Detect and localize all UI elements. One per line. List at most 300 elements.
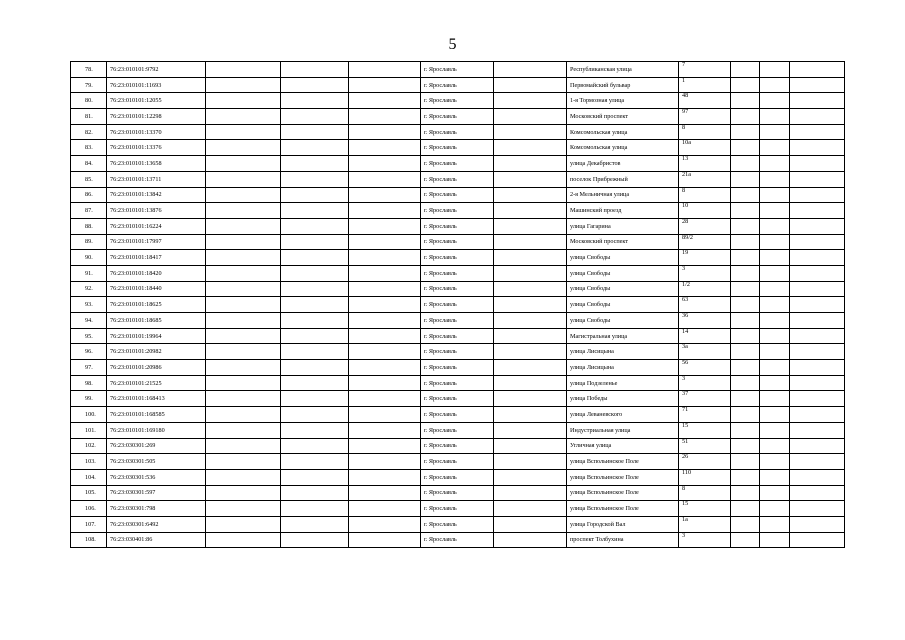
- empty-cell: [349, 281, 421, 297]
- cadastral-number: 76:23:030301:798: [107, 501, 206, 517]
- empty-cell: [349, 140, 421, 156]
- street: улица Свободы: [567, 313, 679, 329]
- row-number: 94.: [71, 313, 107, 329]
- empty-cell: [281, 485, 349, 501]
- table-row: [71, 77, 845, 93]
- row-number: 106.: [71, 501, 107, 517]
- empty-cell: [206, 407, 281, 423]
- empty-cell: [494, 375, 567, 391]
- empty-cell: [494, 124, 567, 140]
- empty-cell: [494, 77, 567, 93]
- empty-cell: [731, 62, 760, 78]
- row-number: 104.: [71, 469, 107, 485]
- empty-cell: [281, 187, 349, 203]
- empty-cell: [731, 297, 760, 313]
- cadastral-number: 76:23:010101:13711: [107, 171, 206, 187]
- empty-cell: [281, 265, 349, 281]
- empty-cell: [731, 485, 760, 501]
- empty-cell: [760, 187, 790, 203]
- empty-cell: [206, 438, 281, 454]
- empty-cell: [790, 313, 845, 329]
- row-number: 86.: [71, 187, 107, 203]
- empty-cell: [494, 297, 567, 313]
- table-row: [71, 469, 845, 485]
- empty-cell: [760, 109, 790, 125]
- table-row: [71, 391, 845, 407]
- street: Республиканская улица: [567, 62, 679, 78]
- city: г. Ярославль: [421, 77, 494, 93]
- cadastral-number: 76:23:010101:168585: [107, 407, 206, 423]
- house-number: 37: [679, 391, 731, 407]
- empty-cell: [281, 344, 349, 360]
- empty-cell: [206, 360, 281, 376]
- cadastral-number: 76:23:030301:505: [107, 454, 206, 470]
- row-number: 105.: [71, 485, 107, 501]
- table-row: [71, 532, 845, 548]
- row-number: 81.: [71, 109, 107, 125]
- empty-cell: [206, 234, 281, 250]
- empty-cell: [790, 438, 845, 454]
- row-number: 108.: [71, 532, 107, 548]
- table-row: [71, 140, 845, 156]
- table-row: [71, 62, 845, 78]
- empty-cell: [760, 140, 790, 156]
- property-registry-table: [70, 61, 845, 548]
- table-row: [71, 218, 845, 234]
- empty-cell: [790, 203, 845, 219]
- city: г. Ярославль: [421, 438, 494, 454]
- row-number: 92.: [71, 281, 107, 297]
- street: поселок Прибрежный: [567, 171, 679, 187]
- empty-cell: [790, 187, 845, 203]
- empty-cell: [790, 250, 845, 266]
- city: г. Ярославль: [421, 218, 494, 234]
- cadastral-number: 76:23:010101:11693: [107, 77, 206, 93]
- table-row: [71, 407, 845, 423]
- street: 2-я Мельничная улица: [567, 187, 679, 203]
- house-number: 97: [679, 109, 731, 125]
- empty-cell: [206, 203, 281, 219]
- row-number: 87.: [71, 203, 107, 219]
- empty-cell: [349, 438, 421, 454]
- house-number: 8: [679, 124, 731, 140]
- empty-cell: [760, 203, 790, 219]
- empty-cell: [731, 281, 760, 297]
- row-number: 89.: [71, 234, 107, 250]
- city: г. Ярославль: [421, 454, 494, 470]
- empty-cell: [281, 124, 349, 140]
- table-row: [71, 375, 845, 391]
- empty-cell: [206, 313, 281, 329]
- empty-cell: [494, 109, 567, 125]
- cadastral-number: 76:23:010101:13842: [107, 187, 206, 203]
- empty-cell: [790, 391, 845, 407]
- house-number: 14: [679, 328, 731, 344]
- city: г. Ярославль: [421, 407, 494, 423]
- empty-cell: [731, 156, 760, 172]
- table-row: [71, 501, 845, 517]
- street: улица Вспольинское Поле: [567, 485, 679, 501]
- empty-cell: [731, 218, 760, 234]
- empty-cell: [760, 407, 790, 423]
- empty-cell: [206, 501, 281, 517]
- empty-cell: [349, 454, 421, 470]
- row-number: 79.: [71, 77, 107, 93]
- empty-cell: [790, 93, 845, 109]
- empty-cell: [281, 469, 349, 485]
- empty-cell: [349, 93, 421, 109]
- street: улица Свободы: [567, 265, 679, 281]
- house-number: 3: [679, 265, 731, 281]
- cadastral-number: 76:23:010101:12298: [107, 109, 206, 125]
- empty-cell: [349, 516, 421, 532]
- empty-cell: [731, 391, 760, 407]
- table-row: [71, 171, 845, 187]
- cadastral-number: 76:23:030401:86: [107, 532, 206, 548]
- table-row: [71, 454, 845, 470]
- city: г. Ярославль: [421, 124, 494, 140]
- cadastral-number: 76:23:010101:17997: [107, 234, 206, 250]
- empty-cell: [494, 156, 567, 172]
- city: г. Ярославль: [421, 532, 494, 548]
- cadastral-number: 76:23:010101:18625: [107, 297, 206, 313]
- table-row: [71, 516, 845, 532]
- empty-cell: [731, 454, 760, 470]
- empty-cell: [349, 203, 421, 219]
- table-row: [71, 250, 845, 266]
- table-row: [71, 328, 845, 344]
- cadastral-number: 76:23:010101:9792: [107, 62, 206, 78]
- empty-cell: [760, 375, 790, 391]
- street: улица Вспольинское Поле: [567, 454, 679, 470]
- empty-cell: [760, 532, 790, 548]
- row-number: 102.: [71, 438, 107, 454]
- empty-cell: [281, 281, 349, 297]
- empty-cell: [206, 250, 281, 266]
- empty-cell: [760, 218, 790, 234]
- empty-cell: [731, 407, 760, 423]
- empty-cell: [349, 62, 421, 78]
- table-row: [71, 281, 845, 297]
- empty-cell: [731, 438, 760, 454]
- empty-cell: [790, 156, 845, 172]
- city: г. Ярославль: [421, 360, 494, 376]
- city: г. Ярославль: [421, 62, 494, 78]
- empty-cell: [281, 62, 349, 78]
- empty-cell: [494, 422, 567, 438]
- empty-cell: [206, 265, 281, 281]
- empty-cell: [281, 109, 349, 125]
- row-number: 82.: [71, 124, 107, 140]
- row-number: 101.: [71, 422, 107, 438]
- empty-cell: [731, 171, 760, 187]
- table-row: [71, 109, 845, 125]
- empty-cell: [790, 297, 845, 313]
- empty-cell: [281, 454, 349, 470]
- cadastral-number: 76:23:010101:12055: [107, 93, 206, 109]
- city: г. Ярославль: [421, 375, 494, 391]
- cadastral-number: 76:23:010101:18440: [107, 281, 206, 297]
- empty-cell: [494, 234, 567, 250]
- empty-cell: [206, 218, 281, 234]
- empty-cell: [494, 516, 567, 532]
- empty-cell: [349, 218, 421, 234]
- house-number: 26: [679, 454, 731, 470]
- house-number: 19: [679, 250, 731, 266]
- empty-cell: [760, 124, 790, 140]
- empty-cell: [731, 328, 760, 344]
- street: улица Лисицына: [567, 344, 679, 360]
- house-number: 1: [679, 77, 731, 93]
- empty-cell: [206, 93, 281, 109]
- empty-cell: [281, 203, 349, 219]
- row-number: 80.: [71, 93, 107, 109]
- row-number: 85.: [71, 171, 107, 187]
- empty-cell: [494, 218, 567, 234]
- empty-cell: [349, 109, 421, 125]
- street: проспект Толбухина: [567, 532, 679, 548]
- cadastral-number: 76:23:010101:16224: [107, 218, 206, 234]
- page-number: 5: [448, 36, 457, 53]
- empty-cell: [349, 234, 421, 250]
- cadastral-number: 76:23:010101:21525: [107, 375, 206, 391]
- empty-cell: [731, 344, 760, 360]
- empty-cell: [206, 344, 281, 360]
- empty-cell: [790, 234, 845, 250]
- empty-cell: [494, 62, 567, 78]
- house-number: 51: [679, 438, 731, 454]
- empty-cell: [349, 501, 421, 517]
- cadastral-number: 76:23:030301:269: [107, 438, 206, 454]
- empty-cell: [731, 203, 760, 219]
- street: улица Свободы: [567, 250, 679, 266]
- empty-cell: [790, 218, 845, 234]
- street: улица Леваневского: [567, 407, 679, 423]
- empty-cell: [349, 360, 421, 376]
- cadastral-number: 76:23:010101:20982: [107, 344, 206, 360]
- empty-cell: [349, 124, 421, 140]
- street: Московский проспект: [567, 109, 679, 125]
- empty-cell: [349, 485, 421, 501]
- cadastral-number: 76:23:010101:13370: [107, 124, 206, 140]
- row-number: 90.: [71, 250, 107, 266]
- empty-cell: [731, 234, 760, 250]
- street: Угличная улица: [567, 438, 679, 454]
- empty-cell: [206, 485, 281, 501]
- table-row: [71, 360, 845, 376]
- empty-cell: [494, 360, 567, 376]
- house-number: 3: [679, 375, 731, 391]
- house-number: 71: [679, 407, 731, 423]
- table-row: [71, 438, 845, 454]
- city: г. Ярославль: [421, 171, 494, 187]
- house-number: 10: [679, 203, 731, 219]
- row-number: 103.: [71, 454, 107, 470]
- cadastral-number: 76:23:010101:19964: [107, 328, 206, 344]
- empty-cell: [494, 501, 567, 517]
- cadastral-number: 76:23:010101:20986: [107, 360, 206, 376]
- empty-cell: [206, 140, 281, 156]
- house-number: 48: [679, 93, 731, 109]
- street: улица Свободы: [567, 281, 679, 297]
- empty-cell: [281, 250, 349, 266]
- street: Комсомольская улица: [567, 140, 679, 156]
- empty-cell: [760, 234, 790, 250]
- street: 1-я Тормозная улица: [567, 93, 679, 109]
- city: г. Ярославль: [421, 391, 494, 407]
- empty-cell: [349, 344, 421, 360]
- city: г. Ярославль: [421, 140, 494, 156]
- empty-cell: [760, 438, 790, 454]
- empty-cell: [281, 313, 349, 329]
- row-number: 96.: [71, 344, 107, 360]
- city: г. Ярославль: [421, 93, 494, 109]
- house-number: 3: [679, 532, 731, 548]
- empty-cell: [349, 297, 421, 313]
- row-number: 97.: [71, 360, 107, 376]
- empty-cell: [206, 171, 281, 187]
- city: г. Ярославль: [421, 297, 494, 313]
- street: улица Подзеленье: [567, 375, 679, 391]
- table-row: [71, 187, 845, 203]
- empty-cell: [349, 375, 421, 391]
- empty-cell: [206, 62, 281, 78]
- empty-cell: [349, 156, 421, 172]
- empty-cell: [790, 265, 845, 281]
- table-row: [71, 344, 845, 360]
- cadastral-number: 76:23:010101:169180: [107, 422, 206, 438]
- street: Индустриальная улица: [567, 422, 679, 438]
- empty-cell: [206, 187, 281, 203]
- empty-cell: [206, 375, 281, 391]
- row-number: 84.: [71, 156, 107, 172]
- empty-cell: [760, 501, 790, 517]
- house-number: 63: [679, 297, 731, 313]
- empty-cell: [349, 469, 421, 485]
- city: г. Ярославль: [421, 469, 494, 485]
- empty-cell: [760, 516, 790, 532]
- empty-cell: [206, 109, 281, 125]
- street: улица Городской Вал: [567, 516, 679, 532]
- city: г. Ярославль: [421, 328, 494, 344]
- house-number: 8: [679, 485, 731, 501]
- empty-cell: [731, 516, 760, 532]
- empty-cell: [731, 77, 760, 93]
- empty-cell: [349, 328, 421, 344]
- empty-cell: [790, 140, 845, 156]
- empty-cell: [494, 140, 567, 156]
- empty-cell: [281, 360, 349, 376]
- city: г. Ярославль: [421, 187, 494, 203]
- empty-cell: [790, 344, 845, 360]
- empty-cell: [731, 532, 760, 548]
- empty-cell: [206, 156, 281, 172]
- empty-cell: [731, 93, 760, 109]
- city: г. Ярославль: [421, 501, 494, 517]
- empty-cell: [349, 532, 421, 548]
- house-number: 8: [679, 187, 731, 203]
- empty-cell: [206, 454, 281, 470]
- empty-cell: [206, 281, 281, 297]
- street: Московский проспект: [567, 234, 679, 250]
- empty-cell: [494, 250, 567, 266]
- house-number: 89/2: [679, 234, 731, 250]
- empty-cell: [494, 454, 567, 470]
- empty-cell: [281, 77, 349, 93]
- empty-cell: [731, 140, 760, 156]
- empty-cell: [760, 297, 790, 313]
- house-number: 36: [679, 313, 731, 329]
- empty-cell: [281, 93, 349, 109]
- empty-cell: [790, 422, 845, 438]
- empty-cell: [206, 328, 281, 344]
- empty-cell: [760, 156, 790, 172]
- empty-cell: [206, 516, 281, 532]
- empty-cell: [790, 532, 845, 548]
- empty-cell: [494, 265, 567, 281]
- empty-cell: [760, 313, 790, 329]
- cadastral-number: 76:23:010101:18420: [107, 265, 206, 281]
- street: улица Вспольинское Поле: [567, 501, 679, 517]
- cadastral-number: 76:23:030301:536: [107, 469, 206, 485]
- empty-cell: [349, 77, 421, 93]
- empty-cell: [731, 265, 760, 281]
- empty-cell: [349, 391, 421, 407]
- empty-cell: [790, 375, 845, 391]
- table-row: [71, 234, 845, 250]
- table-row: [71, 297, 845, 313]
- city: г. Ярославль: [421, 485, 494, 501]
- city: г. Ярославль: [421, 109, 494, 125]
- empty-cell: [281, 234, 349, 250]
- empty-cell: [790, 62, 845, 78]
- empty-cell: [760, 171, 790, 187]
- house-number: 13: [679, 156, 731, 172]
- empty-cell: [281, 375, 349, 391]
- empty-cell: [760, 344, 790, 360]
- empty-cell: [790, 469, 845, 485]
- empty-cell: [494, 187, 567, 203]
- table-row: [71, 124, 845, 140]
- empty-cell: [281, 391, 349, 407]
- empty-cell: [494, 328, 567, 344]
- empty-cell: [760, 250, 790, 266]
- empty-cell: [760, 265, 790, 281]
- street: улица Лисицына: [567, 360, 679, 376]
- empty-cell: [349, 265, 421, 281]
- empty-cell: [790, 516, 845, 532]
- empty-cell: [349, 171, 421, 187]
- table-row: [71, 485, 845, 501]
- cadastral-number: 76:23:010101:13376: [107, 140, 206, 156]
- empty-cell: [760, 391, 790, 407]
- empty-cell: [731, 360, 760, 376]
- cadastral-number: 76:23:030301:6492: [107, 516, 206, 532]
- empty-cell: [281, 438, 349, 454]
- empty-cell: [494, 313, 567, 329]
- table-row: [71, 313, 845, 329]
- house-number: 28: [679, 218, 731, 234]
- empty-cell: [731, 187, 760, 203]
- empty-cell: [281, 501, 349, 517]
- empty-cell: [206, 532, 281, 548]
- empty-cell: [760, 485, 790, 501]
- empty-cell: [731, 109, 760, 125]
- cadastral-number: 76:23:030301:597: [107, 485, 206, 501]
- empty-cell: [281, 516, 349, 532]
- house-number: 56: [679, 360, 731, 376]
- empty-cell: [790, 124, 845, 140]
